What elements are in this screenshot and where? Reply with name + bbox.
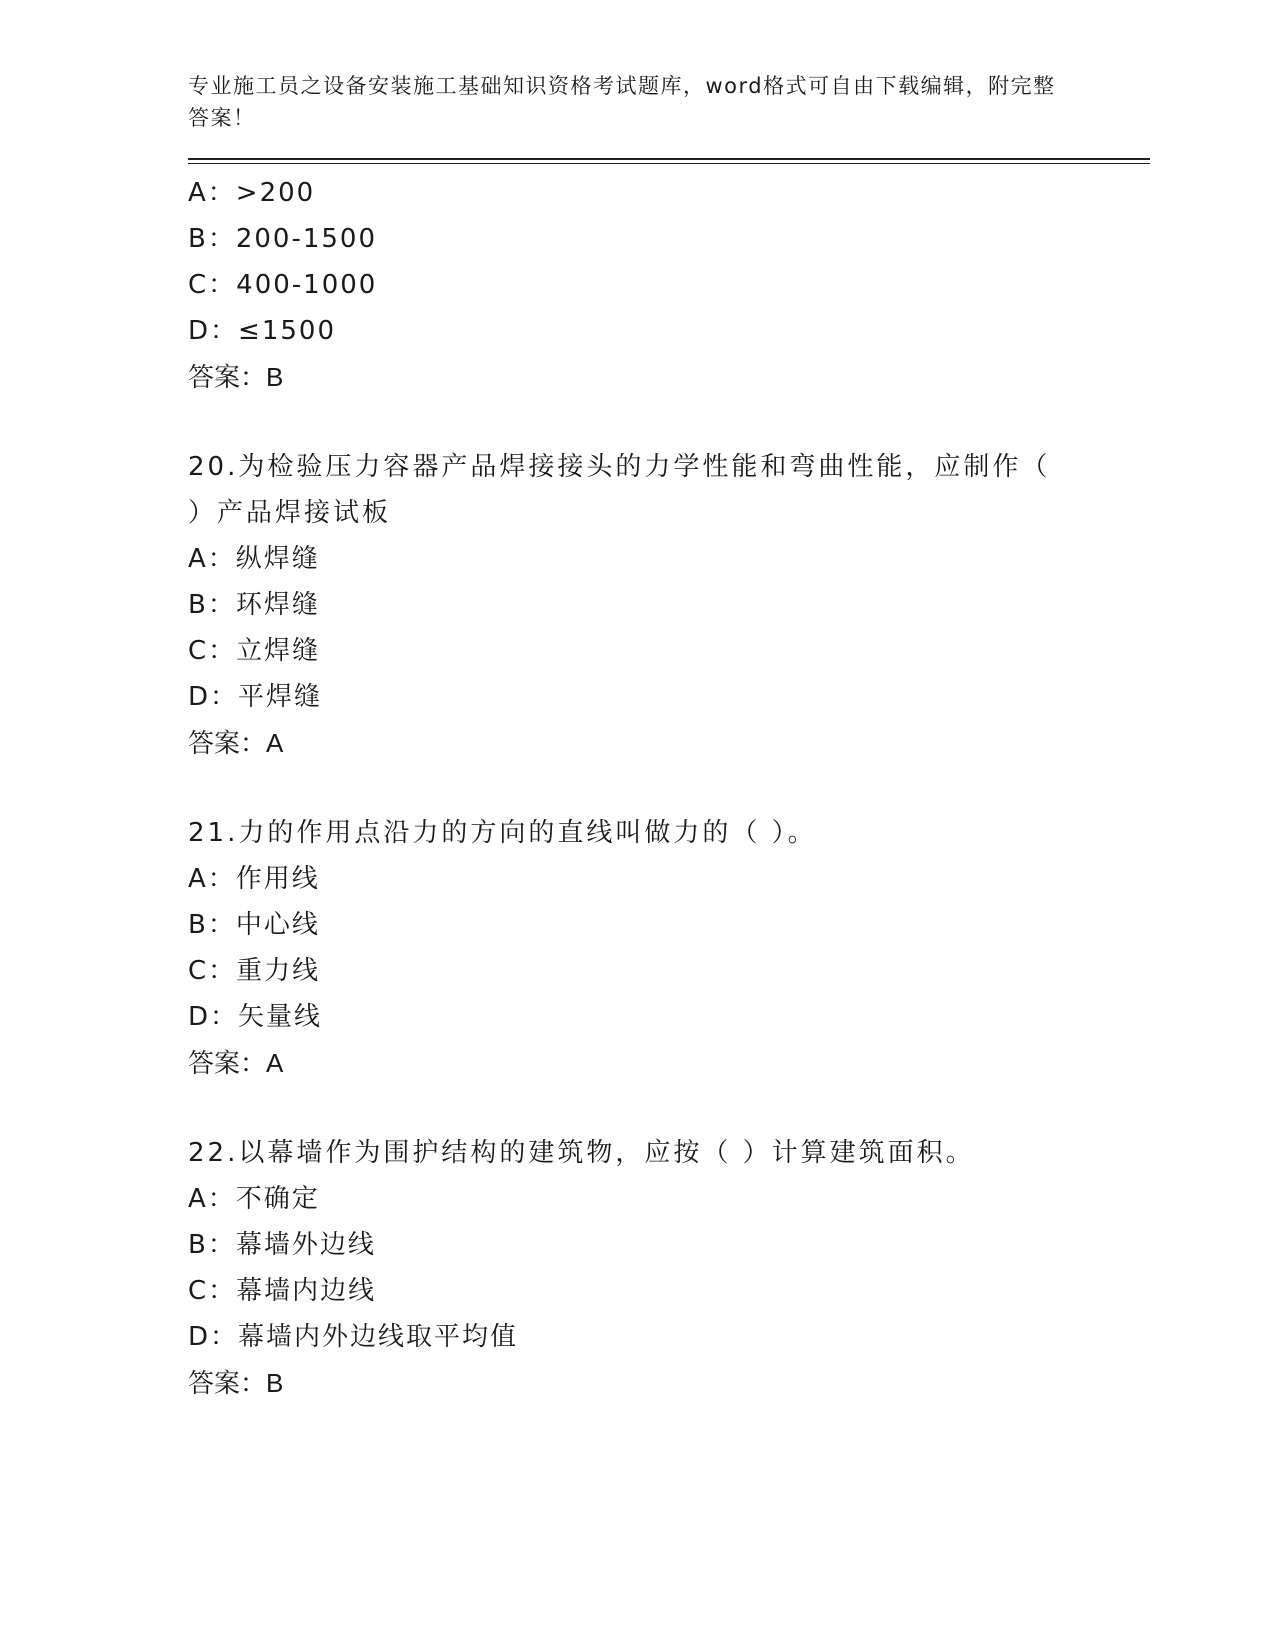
answer-line: 答案：B (188, 362, 284, 392)
option-d: D：幕墙内外边线取平均值 (188, 1322, 519, 1352)
answer-line: 答案：A (188, 728, 284, 758)
option-b: B：200-1500 (188, 224, 378, 254)
option-a: A：纵焊缝 (188, 544, 320, 574)
option-c: C：幕墙内边线 (188, 1276, 377, 1306)
question-block-20 (188, 444, 1150, 766)
header-divider (188, 158, 1150, 164)
option-a: A：>200 (188, 178, 316, 208)
option-a: A：作用线 (188, 864, 320, 894)
question-block-21 (188, 810, 1150, 1086)
option-d: D：平焊缝 (188, 682, 323, 712)
question-stem: 21.力的作用点沿力的方向的直线叫做力的（ ）。 (188, 818, 817, 848)
document-page (188, 70, 1150, 1406)
option-c: C：重力线 (188, 956, 321, 986)
question-block-19 (188, 170, 1150, 400)
page-header-text: 专业施工员之设备安装施工基础知识资格考试题库，word格式可自由下载编辑，附完整答案！ (188, 74, 1056, 130)
option-d: D：≤1500 (188, 316, 336, 346)
question-stem: 22.以幕墙作为围护结构的建筑物，应按（ ）计算建筑面积。 (188, 1138, 975, 1168)
option-d: D：矢量线 (188, 1002, 323, 1032)
option-c: C：立焊缝 (188, 636, 321, 666)
answer-line: 答案：B (188, 1368, 284, 1398)
answer-line: 答案：A (188, 1048, 284, 1078)
question-stem: 20.为检验压力容器产品焊接接头的力学性能和弯曲性能，应制作（ ）产品焊接试板 (188, 452, 1051, 528)
option-b: B：幕墙外边线 (188, 1230, 376, 1260)
option-c: C：400-1000 (188, 270, 378, 300)
question-block-22 (188, 1130, 1150, 1406)
option-b: B：环焊缝 (188, 590, 320, 620)
option-b: B：中心线 (188, 910, 320, 940)
option-a: A：不确定 (188, 1184, 320, 1214)
